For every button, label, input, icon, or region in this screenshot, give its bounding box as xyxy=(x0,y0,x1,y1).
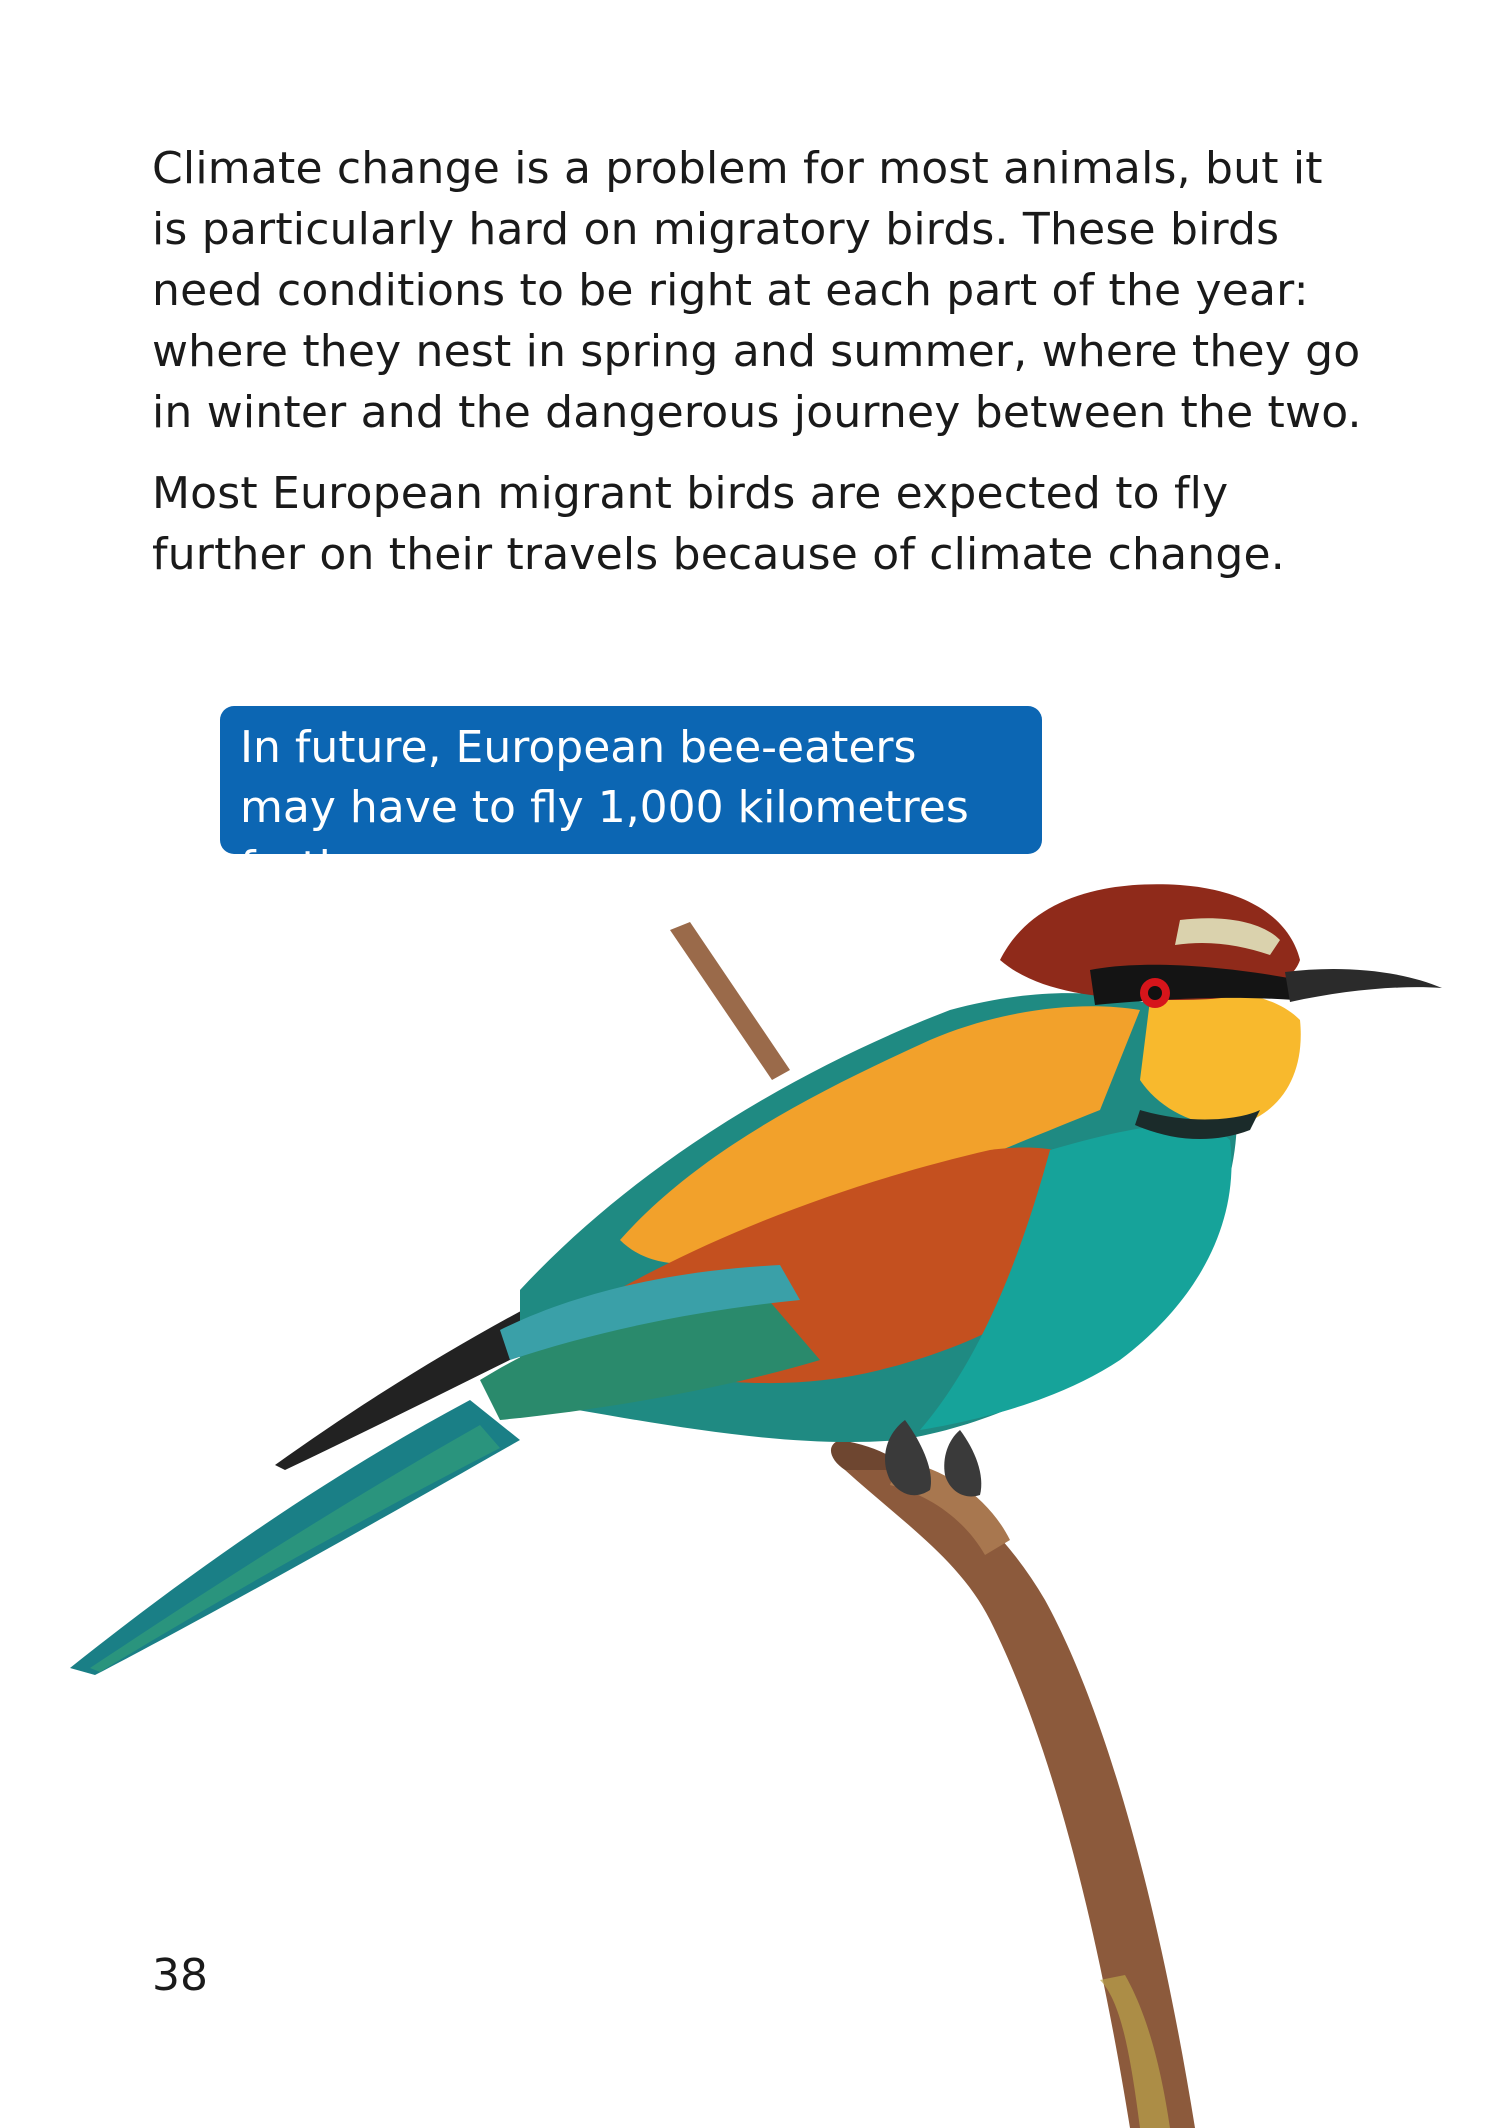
paragraph-2: Most European migrant birds are expected to fly further on their travels because of climate change. xyxy=(152,468,1285,580)
paragraph-1: Climate change is a problem for most animals, but it is particularly hard on migratory birds. These birds need conditions to be right at each part of the year: where they nest in spring and summer, where they go in winter and the dangerous journey between the two. xyxy=(152,143,1362,438)
callout-text: In future, European bee-eaters may have to fly 1,000 kilometres further. xyxy=(240,722,969,893)
page-number: 38 xyxy=(152,1950,208,2001)
bird-beak xyxy=(1285,969,1442,1002)
